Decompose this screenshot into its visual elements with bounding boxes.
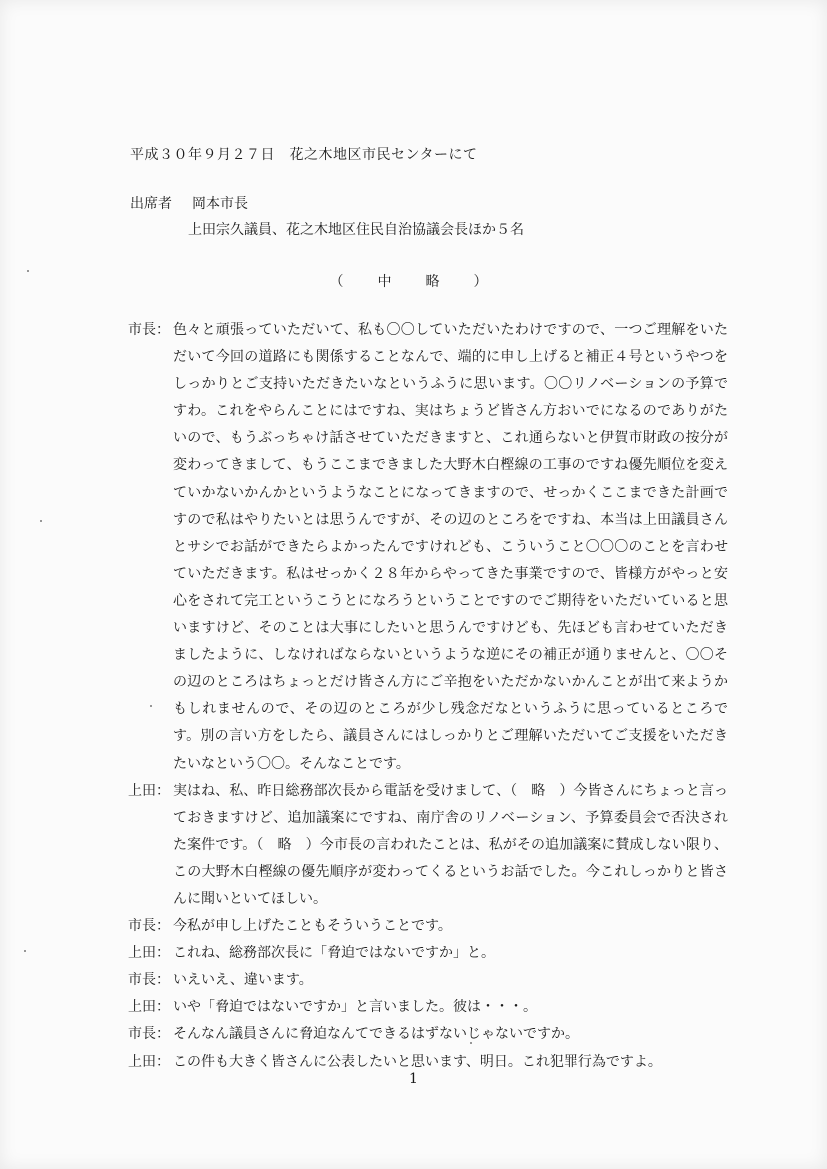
speaker-label: 市長： (128, 972, 170, 989)
transcript-entry (128, 994, 728, 1021)
scan-speck (470, 1042, 472, 1044)
attendees-others: 上田宗久議員、花之木地区住民自治協議会長ほか５名 (188, 222, 524, 238)
transcript-entry (128, 1021, 728, 1048)
scan-speck (24, 950, 26, 952)
scan-speck (150, 705, 152, 707)
speaker-label: 上田： (128, 999, 170, 1016)
speaker-label: 市長： (128, 322, 170, 338)
speaker-label: 市長： (128, 1026, 170, 1043)
meeting-date-location: 平成３０年９月２７日 花之木地区市民センターにて (130, 147, 478, 163)
speaker-label: 上田： (128, 945, 170, 962)
transcript-entry (128, 967, 728, 994)
scan-speck (27, 270, 29, 272)
transcript-entry (128, 778, 728, 913)
speaker-label: 上田： (128, 1053, 170, 1070)
attendees-row (130, 193, 248, 213)
speech-text: いえいえ、違います。 (173, 972, 313, 989)
speech-text: 色々と頑張っていただいて、私も〇〇していただいたわけですので、一つご理解をいただいて今回の道路にも関係することなんで、端的に申し上げると補正４号というやつをしっかりとご支持いただきたいなというふうに思います。〇〇リノベーションの予算ですわ。これをやらんことにはですね、実はちょうど皆さん方おいでになるのでありがたいので、もうぶっちゃけ話させていただきますと、これ通らないと伊賀市財政の按分が変わってきまして、もうここまできました大野木白樫線の工事のですね優先順位を変えていかないかんかというようなことになってきますので、せっかくここまできた計画ですので私はやりたいとは思うんですが、その辺のところをですね、本当は上田議員さんとサシでお話ができたらよかったんですけれども、こういうこと〇〇〇のことを言わせていただきます。私はせっかく２８年からやってきた事業ですので、皆様方がやっと安心をされて完工というこうとになろうということですのでご期待をいただいていると思いますけど、そのことは大事にしたいと思うんですけども、先ほども言わせていただきましたように、しなければならないというような逆にその補正が通りませんと、〇〇その辺のところはちょっとだけ皆さん方にご辛抱をいただかないかんことが出て来ようかもしれませんので、その辺のところが少し残念だなというふうに思っているところです。別の言い方をしたら、議員さんにはしっかりとご理解いただいてご支援をいただきたいなという〇〇。そんなことです。 (173, 322, 728, 772)
speaker-label: 市長： (128, 918, 170, 935)
page-number: 1 (409, 1071, 418, 1087)
attendees-label: 出席者 (130, 196, 172, 212)
speech-text: この件も大きく皆さんに公表したいと思います、明日。これ犯罪行為ですよ。 (173, 1053, 662, 1070)
scan-speck (40, 520, 42, 522)
attendee-mayor: 岡本市長 (192, 196, 248, 212)
transcript-entry (128, 317, 728, 778)
omission-marker: （ 中 略 ） (329, 274, 498, 290)
speech-text: 今私が申し上げたこともそういうことです。 (173, 918, 452, 935)
speech-text: これね、総務部次長に「脅迫ではないですか」と。 (173, 945, 495, 962)
speech-text: いや「脅迫ではないですか」と言いました。彼は・・・。 (173, 999, 537, 1016)
speech-text: そんなん議員さんに脅迫なんてできるはずないじゃないですか。 (173, 1026, 579, 1043)
speaker-label: 上田： (128, 782, 170, 799)
speech-text: 実はね、私、昨日総務部次長から電話を受けまして、（ 略 ）今皆さんにちょっと言っておきますけど、追加議案にですね、南庁舎のリノベーション、予算委員会で否決された案件です。（ 略 ）今市長の言われたことは、私がその追加議案に賛成しない限り、この大野木白樫線の優先順序が変わってくるというお話でした。今これしっかりと皆さんに聞いといてほしい。 (173, 782, 728, 907)
transcript-entry (128, 913, 728, 940)
transcript-entry (128, 940, 728, 967)
transcript (128, 317, 728, 1076)
